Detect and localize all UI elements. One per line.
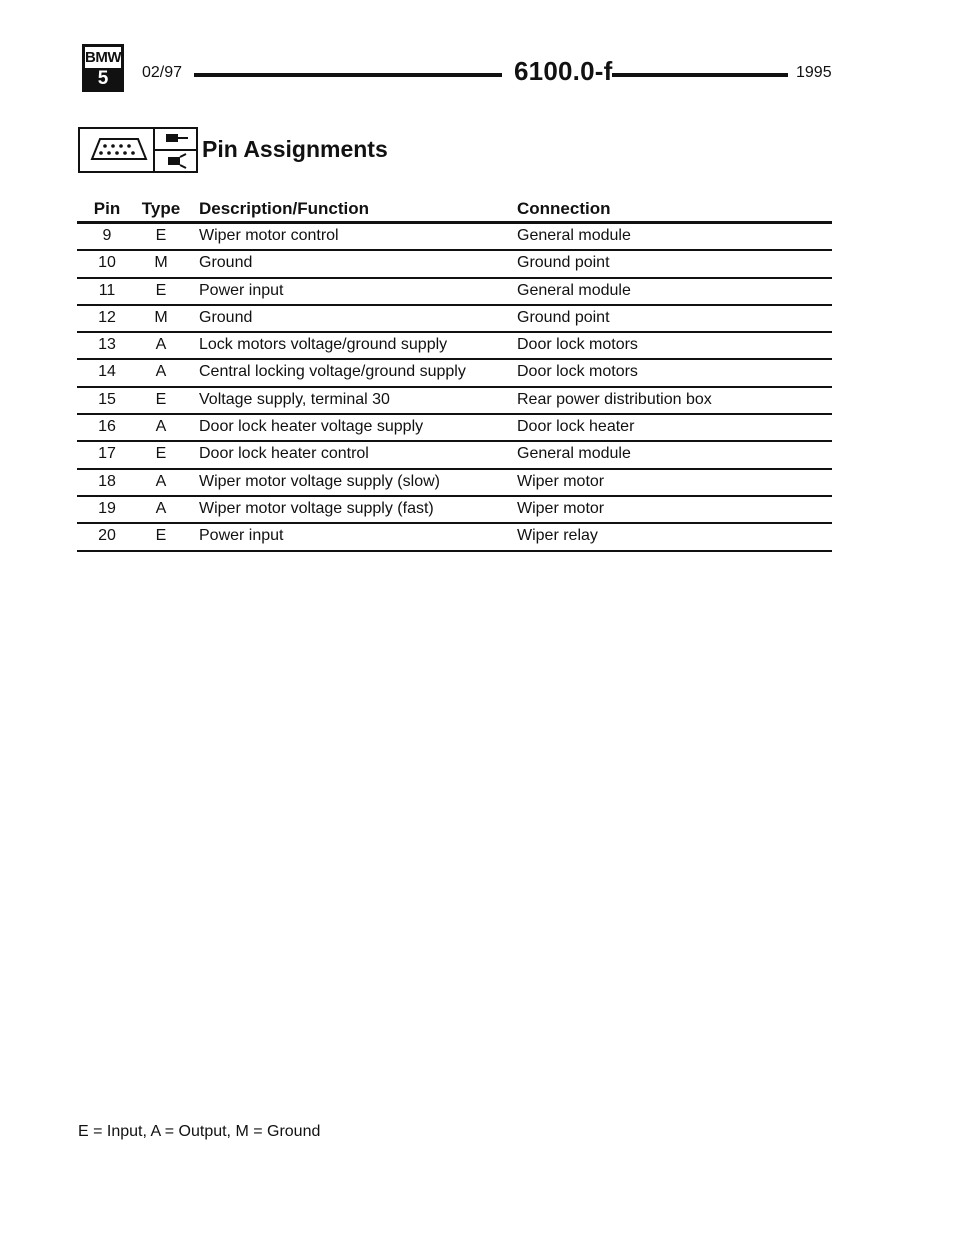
page-title: Pin Assignments [202,136,388,162]
column-header-description: Description/Function [199,199,369,218]
pin-cell: 18 [98,472,116,490]
description-cell: Wiper motor voltage supply (slow) [199,472,440,490]
type-cell: E [155,281,167,299]
logo-brand-text: BMW [85,49,121,66]
pin-cell: 11 [98,281,116,299]
header-model-year: 1995 [796,64,832,81]
table-row [77,388,832,415]
type-legend: E = Input, A = Output, M = Ground [78,1123,321,1140]
connection-cell: General module [517,227,631,244]
description-cell: Voltage supply, terminal 30 [199,390,390,408]
type-cell: M [154,308,168,326]
pin-assignment-table [77,197,832,552]
description-cell: Power input [199,281,284,299]
pin-cell: 19 [98,499,116,517]
connection-cell: General module [517,445,631,463]
connection-cell: Wiper motor [517,472,605,490]
description-cell: Wiper motor control [199,227,339,244]
connection-cell: General module [517,281,631,299]
logo-series-number: 5 [85,68,121,89]
table-row [77,470,832,497]
connection-cell: Rear power distribution box [517,390,712,408]
table-row [77,251,832,278]
table-row [77,360,832,387]
description-cell: Door lock heater voltage supply [199,418,424,436]
pin-cell: 20 [98,527,116,545]
table-header-row [77,197,832,224]
pin-cell: 13 [98,336,116,354]
description-cell: Ground [199,308,253,326]
table-row [77,224,832,251]
pin-cell: 14 [98,363,116,381]
description-cell: Central locking voltage/ground supply [199,363,466,381]
description-cell: Lock motors voltage/ground supply [199,336,448,354]
column-header-type: Type [141,199,181,218]
type-cell: E [155,227,167,244]
description-cell: Door lock heater control [199,445,369,463]
header-rule-right [612,73,788,77]
header-rule-left [194,73,502,77]
pin-cell: 9 [102,227,112,244]
type-cell: E [155,445,167,463]
table-row [77,524,832,551]
page-header [82,44,830,94]
pin-cell: 16 [98,418,116,436]
connection-cell: Door lock heater [517,418,635,436]
pin-cell: 15 [98,390,116,408]
table-row [77,442,832,469]
connection-cell: Ground point [517,254,610,272]
type-cell: A [155,472,167,490]
connection-cell: Door lock motors [517,363,638,381]
type-cell: A [155,363,167,381]
table-row [77,497,832,524]
bmw-5-logo [82,44,124,92]
description-cell: Wiper motor voltage supply (fast) [199,499,434,517]
connection-cell: Wiper relay [517,527,598,545]
pin-cell: 17 [98,445,116,463]
column-header-pin: Pin [93,199,121,218]
type-cell: E [155,527,167,545]
description-cell: Power input [199,527,284,545]
description-cell: Ground [199,254,253,272]
type-cell: A [155,418,167,436]
connector-plug-icon [78,127,198,173]
connection-cell: Wiper motor [517,499,605,517]
table-row [77,333,832,360]
table-body [77,224,832,552]
document-code: 6100.0-f [514,56,613,86]
type-cell: A [155,336,167,354]
type-cell: M [154,254,168,272]
table-row [77,415,832,442]
pin-cell: 10 [98,254,116,272]
connection-cell: Door lock motors [517,336,638,354]
column-header-connection: Connection [517,199,611,218]
connection-cell: Ground point [517,308,610,326]
type-cell: E [155,390,167,408]
type-cell: A [155,499,167,517]
header-date: 02/97 [142,64,183,81]
pin-cell: 12 [98,308,116,326]
table-row [77,279,832,306]
table-row [77,306,832,333]
